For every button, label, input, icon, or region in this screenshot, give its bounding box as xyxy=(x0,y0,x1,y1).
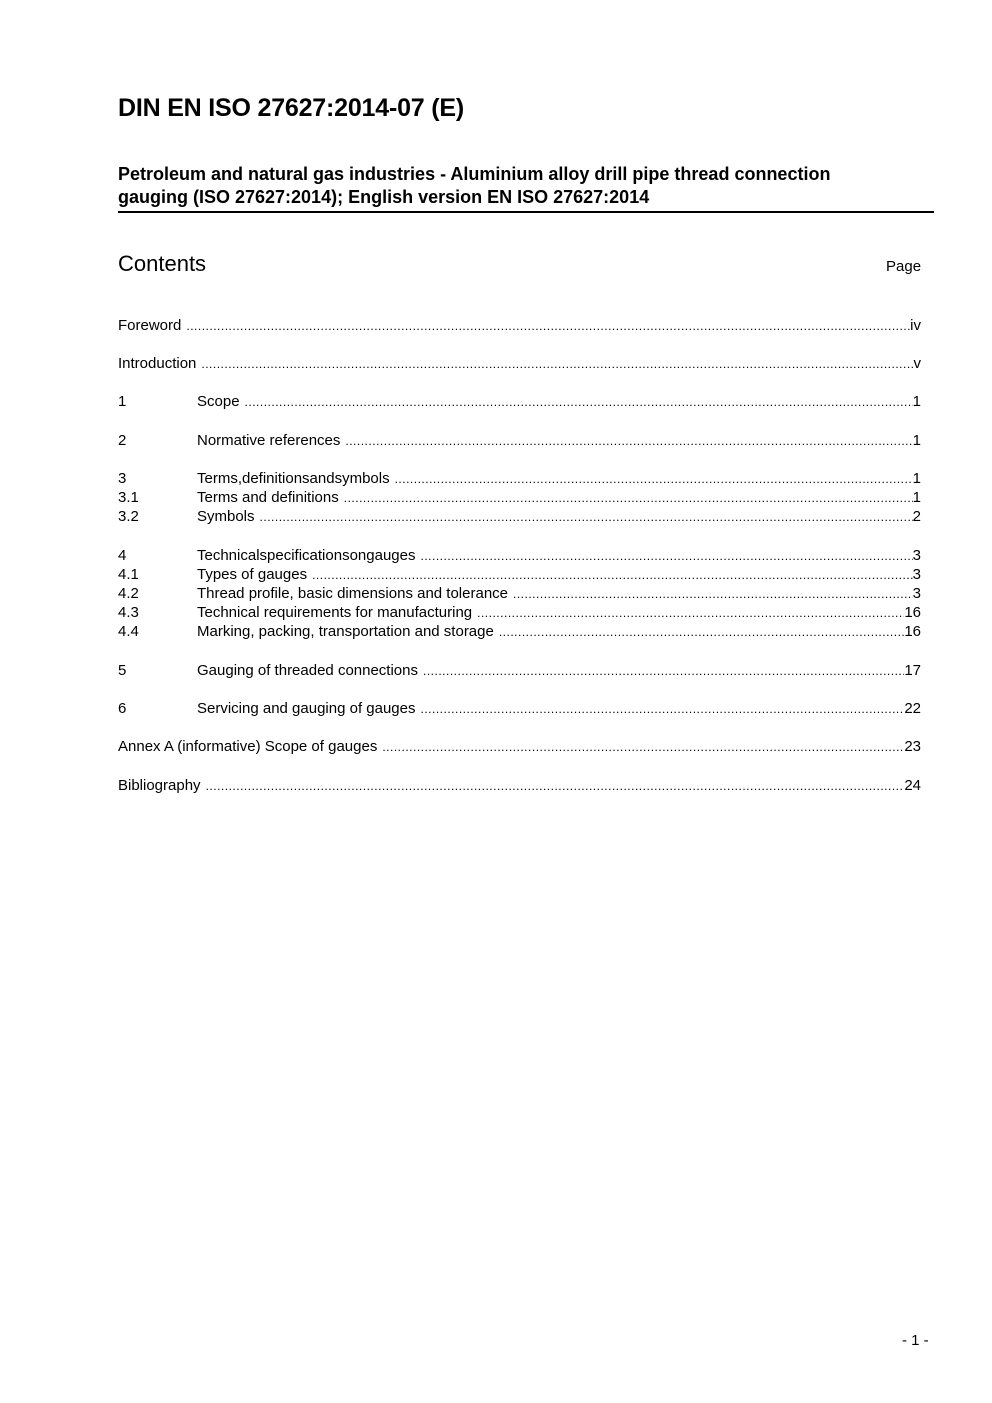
toc-dot-leader xyxy=(345,432,912,450)
toc-entry-4-2[interactable] xyxy=(118,584,921,603)
toc-entry-page: 1 xyxy=(912,432,921,449)
toc-entry-title: Marking, packing, transportation and storage xyxy=(197,623,494,640)
contents-heading: Contents xyxy=(118,251,207,276)
toc-dot-leader xyxy=(206,777,905,795)
toc-entry-number: 6 xyxy=(118,700,127,717)
toc-entry-4-3[interactable] xyxy=(118,603,921,622)
toc-entry-3-2[interactable] xyxy=(118,507,921,526)
toc-entry-number: 3.1 xyxy=(118,489,139,506)
toc-dot-leader xyxy=(382,738,904,756)
toc-dot-leader xyxy=(421,700,905,718)
toc-entry-page: 17 xyxy=(904,662,921,679)
toc-entry-number: 4.1 xyxy=(118,566,139,583)
toc-entry-3-1[interactable] xyxy=(118,488,921,507)
toc-entry-title: Terms and definitions xyxy=(197,489,339,506)
toc-dot-leader xyxy=(395,470,913,488)
toc-entry-title: Scope xyxy=(197,393,240,410)
page-column-heading: Page xyxy=(886,258,922,275)
toc-entry-page: 22 xyxy=(904,700,921,717)
toc-entry-number: 4.4 xyxy=(118,623,139,640)
toc-entry-number: 1 xyxy=(118,393,127,410)
toc-dot-leader xyxy=(499,623,904,641)
toc-entry-page: 16 xyxy=(904,623,921,640)
toc-entry-6[interactable] xyxy=(118,699,921,718)
toc-dot-leader xyxy=(344,489,913,507)
document-subtitle-line-2: gauging (ISO 27627:2014); English version EN ISO 27627:2014 xyxy=(118,187,650,207)
toc-entry-2[interactable] xyxy=(118,431,921,450)
toc-entry-number: 4 xyxy=(118,547,127,564)
toc-entry-title: Servicing and gauging of gauges xyxy=(197,700,416,717)
toc-entry-title: Gauging of threaded connections xyxy=(197,662,418,679)
toc-entry-title: Annex A (informative) Scope of gauges xyxy=(118,738,378,755)
toc-entry-page: 1 xyxy=(912,470,921,487)
toc-entry-1[interactable] xyxy=(118,392,921,411)
toc-entry-page: 23 xyxy=(904,738,921,755)
toc-entry-title: Bibliography xyxy=(118,777,201,794)
toc-dot-leader xyxy=(513,585,913,603)
toc-entry-page: 24 xyxy=(904,777,921,794)
toc-entry-title: Symbols xyxy=(197,508,255,525)
toc-entry-page: 3 xyxy=(912,547,921,564)
toc-entry-number: 4.2 xyxy=(118,585,139,602)
toc-entry-title: Foreword xyxy=(118,317,182,334)
toc-entry-title: Normative references xyxy=(197,432,341,449)
toc-dot-leader xyxy=(245,393,913,411)
toc-dot-leader xyxy=(260,508,913,526)
toc-entry-number: 3.2 xyxy=(118,508,139,525)
document-subtitle-line-1: Petroleum and natural gas industries - Aluminium alloy drill pipe thread connection xyxy=(118,164,831,184)
toc-dot-leader xyxy=(186,317,910,335)
toc-entry-page: 3 xyxy=(912,566,921,583)
toc-entry-title: Terms,definitionsandsymbols xyxy=(197,470,390,487)
toc-entry-number: 3 xyxy=(118,470,127,487)
toc-entry-4-4[interactable] xyxy=(118,622,921,641)
toc-dot-leader xyxy=(420,547,912,565)
toc-entry-page: 16 xyxy=(904,604,921,621)
toc-dot-leader xyxy=(423,662,904,680)
document-title: DIN EN ISO 27627:2014-07 (E) xyxy=(118,94,464,122)
toc-entry-page: v xyxy=(913,355,921,372)
toc-entry-4-1[interactable] xyxy=(118,565,921,584)
toc-entry-page: 1 xyxy=(912,489,921,506)
toc-dot-leader xyxy=(201,355,913,373)
toc-entry-introduction[interactable] xyxy=(118,354,921,373)
toc-entry-page: iv xyxy=(910,317,921,334)
toc-entry-page: 3 xyxy=(912,585,921,602)
footer-page-number: - 1 - xyxy=(902,1332,929,1349)
toc-entry-number: 2 xyxy=(118,432,127,449)
toc-entry-title: Types of gauges xyxy=(197,566,308,583)
toc-entry-title: Technical requirements for manufacturing xyxy=(197,604,473,621)
toc-dot-leader xyxy=(312,566,913,584)
toc-entry-number: 4.3 xyxy=(118,604,139,621)
toc-entry-annex-a[interactable] xyxy=(118,737,921,756)
toc-entry-bibliography[interactable] xyxy=(118,776,921,795)
toc-entry-number: 5 xyxy=(118,662,127,679)
toc-entry-page: 2 xyxy=(912,508,921,525)
document-subtitle xyxy=(118,163,934,213)
toc-entry-5[interactable] xyxy=(118,661,921,680)
toc-entry-page: 1 xyxy=(912,393,921,410)
toc-entry-title: Technicalspecificationsongauges xyxy=(197,547,416,564)
toc-dot-leader xyxy=(477,604,904,622)
toc-entry-4[interactable] xyxy=(118,546,921,565)
toc-entry-foreword[interactable] xyxy=(118,316,921,335)
toc-entry-3[interactable] xyxy=(118,469,921,488)
toc-entry-title: Thread profile, basic dimensions and tolerance xyxy=(197,585,509,602)
toc-entry-title: Introduction xyxy=(118,355,197,372)
